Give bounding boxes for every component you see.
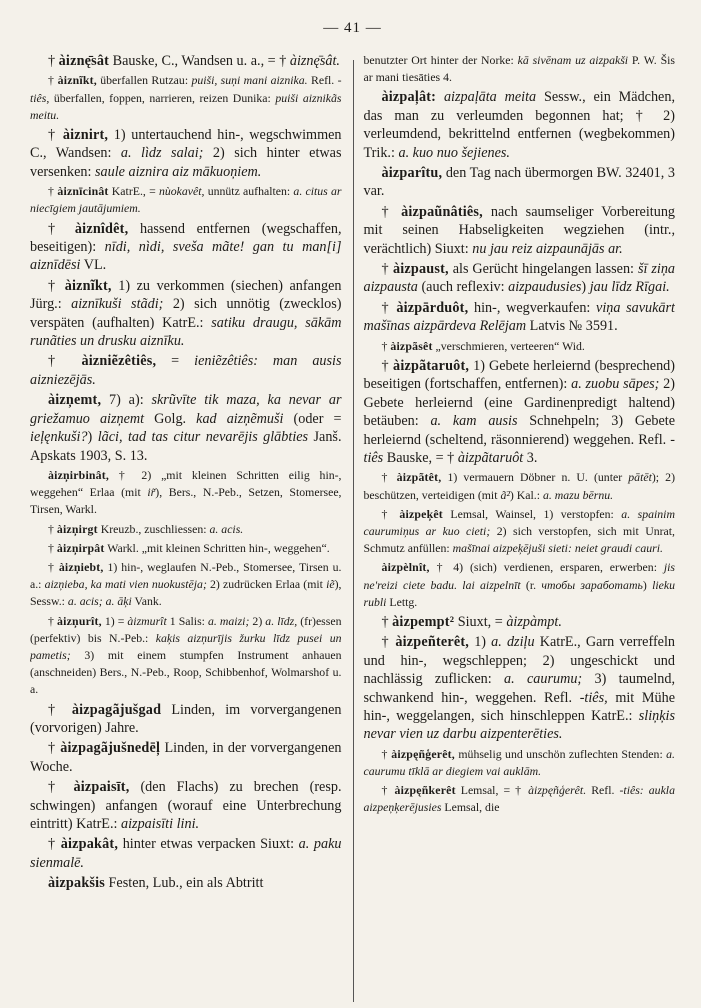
dictionary-entry xyxy=(30,701,342,738)
entry-text: † xyxy=(48,127,63,144)
entry-text: (fr)essen (perfektiv) bis N.-Peb.: xyxy=(30,613,342,645)
entry-text: ) Kal.: xyxy=(509,487,543,502)
entry-headword: àizņiebt, xyxy=(58,559,104,574)
entry-text: mit Mühe hin-, weggelangen, sich hinschleppen KatrE.: xyxy=(363,689,675,724)
dictionary-entry xyxy=(30,778,342,833)
entry-text: † xyxy=(381,506,400,521)
dictionary-entry xyxy=(30,521,342,538)
page-number: — 41 — xyxy=(323,20,382,36)
entry-text: 3) mit einem stumpfen Instrument anhauen (anschneiden) Bers., N.-Peb., Roop, Schibbenhof, Wolmarshof u. a. xyxy=(30,647,342,697)
entry-example: aizpaisīti lini. xyxy=(121,816,200,832)
entry-text: ); 2) beschützen, verteidigen (mit xyxy=(363,470,675,502)
entry-headword: àizpempt² xyxy=(392,613,455,630)
dictionary-entry xyxy=(30,220,342,275)
entry-example: a. mazu bērnu. xyxy=(542,487,614,502)
entry-headword: àizņirbinât, xyxy=(48,467,110,482)
entry-text: Lettg. xyxy=(386,594,418,609)
entry-text: ) xyxy=(642,577,653,592)
entry-text: den Tag nach übermorgen BW. 32401, 3 var. xyxy=(363,165,675,200)
entry-example: satiku draugu, sākām runãties un drusku aiznīku. xyxy=(30,314,342,350)
entry-example: ã² xyxy=(500,487,510,502)
dictionary-entry xyxy=(30,352,342,389)
entry-example: lieku rubli xyxy=(363,577,675,609)
entry-headword: àiznĩkt, xyxy=(57,73,97,88)
right-column xyxy=(352,52,676,1002)
entry-example: iẽ xyxy=(326,577,335,592)
entry-example: ir̃ xyxy=(147,485,156,500)
entry-text: 2) sich hinter etwas versenken: xyxy=(30,145,342,180)
entry-example: -tiês, xyxy=(30,73,342,105)
entry-text: 3) taumelnd, schwankend hin-, weggehen. Refl. xyxy=(363,671,675,706)
entry-text: † xyxy=(381,338,391,353)
entry-example: àiznę̄sât. xyxy=(289,53,340,69)
entry-headword: àizpãtaruôt, xyxy=(393,357,470,374)
dictionary-entry xyxy=(30,739,342,776)
entry-headword: àizņirgt xyxy=(56,521,98,536)
entry-text: † xyxy=(381,613,393,630)
entry-example: -tiês: aukla aizpeņķerējusies xyxy=(363,783,675,815)
entry-text: = xyxy=(156,353,195,370)
entry-example: Relējam xyxy=(479,318,527,335)
entry-example: puiši aiznikãs meitu. xyxy=(30,90,342,122)
dictionary-entry xyxy=(30,183,342,217)
entry-text: Siuxt, = xyxy=(454,613,507,630)
entry-example: nùokavêt, xyxy=(158,184,205,199)
entry-headword: àizpeķêt xyxy=(399,506,443,521)
entry-text: (auch reflexiv: xyxy=(417,279,509,296)
entry-example: viņa savukārt mašīnas aizpārdeva xyxy=(363,299,675,335)
entry-headword: àiznirt, xyxy=(62,127,109,144)
entry-text: † xyxy=(381,357,394,374)
entry-headword: àizņurît, xyxy=(57,613,102,628)
entry-example: àizpęñģerêt. xyxy=(528,783,587,798)
entry-text: Bauske, C., Wandsen u. a., = † xyxy=(109,53,290,69)
dictionary-entry xyxy=(364,782,676,816)
entry-text: Bauske, = † xyxy=(383,449,458,466)
entry-example: -tiês, xyxy=(579,689,608,706)
entry-headword: àizpakât, xyxy=(60,836,119,853)
entry-text: KatrE., Garn verreffeln und hin-, wegschleppen; 2) ungeschickt und nachlässig zuflicken: xyxy=(363,634,675,688)
entry-example: saule aiznira aiz mākuoņiem. xyxy=(95,163,262,180)
entry-headword: àiznę̄sât xyxy=(58,53,110,69)
entry-headword: àiznīcinât xyxy=(57,184,109,199)
entry-text: † 4) (sich) verdienen, ersparen, erwerben: xyxy=(429,560,664,575)
dictionary-entry xyxy=(30,874,342,892)
entry-text: 1) hin-, weglaufen N.-Peb., Stomersee, Tirsen u. a.: xyxy=(30,559,342,592)
entry-text: 1) zu verkommen (siechen) anfangen Jürg.: xyxy=(30,277,342,313)
entry-text: (den Flachs) zu brechen (resp. schwingen) anfangen (worauf eine Unterbrechung eintritt) KatrE.: xyxy=(30,779,342,832)
entry-headword: àizpęñģerêt, xyxy=(391,746,455,761)
entry-text: mühselig und unschön zuflechten Stenden: xyxy=(454,746,667,761)
entry-text: VL. xyxy=(80,257,107,274)
entry-text: † xyxy=(381,746,392,761)
dictionary-entry xyxy=(30,277,342,351)
entry-text: † xyxy=(48,701,72,718)
dictionary-entry xyxy=(364,299,676,336)
entry-headword: àizpagãjušgad xyxy=(71,701,162,718)
entry-text: (oder = xyxy=(283,410,342,427)
entry-example: kā sivēnam uz aizpakši xyxy=(517,53,629,67)
entry-text: † xyxy=(48,184,58,199)
entry-text: 2) zudrücken Erlaa (mit xyxy=(206,577,327,592)
entry-example: jau līdz Rīgai. xyxy=(589,279,670,296)
entry-text: Lemsal, = † xyxy=(455,783,529,798)
entry-text: 1) untertauchend hin-, wegschwimmen C., Wandsen: xyxy=(30,127,342,162)
entry-example: чтобы заработать xyxy=(541,577,643,592)
dictionary-entry xyxy=(30,835,342,872)
entry-example: a. līdz, xyxy=(265,613,298,628)
entry-text: † xyxy=(48,73,58,88)
entry-text: ) xyxy=(581,279,590,296)
dictionary-entry xyxy=(364,633,676,743)
entry-example: a. kam ausis xyxy=(430,413,518,430)
entry-example: aizņieba, ka mati vien nuokustēja; xyxy=(44,577,207,592)
dictionary-entry xyxy=(30,613,342,699)
dictionary-entry xyxy=(30,559,342,611)
dictionary-entry xyxy=(364,506,676,558)
dictionary-entry xyxy=(364,338,676,355)
entry-text: † xyxy=(48,836,61,853)
entry-text: 1 Salis: xyxy=(166,613,208,628)
entry-text: Lemsal, Wainsel, 1) verstopfen: xyxy=(442,506,622,521)
entry-text: † xyxy=(48,353,82,370)
entry-example: a. acis; a. āķi xyxy=(67,594,132,609)
entry-text: ), Bers., N.-Peb., Setzen, Stomersee, Tirsen, Warkl. xyxy=(30,485,342,517)
dictionary-entry xyxy=(30,72,342,124)
dictionary-entry xyxy=(364,613,676,631)
entry-headword: àizpakšis xyxy=(48,875,105,892)
entry-text: † xyxy=(48,220,75,237)
dictionary-entry xyxy=(364,164,676,201)
entry-text: P. W. Šis ar mani tiesāties 4. xyxy=(363,53,675,85)
entry-text: 1) xyxy=(469,634,492,651)
entry-text: benutzter Ort hinter der Norke: xyxy=(363,53,518,67)
entry-text: † xyxy=(381,261,393,278)
entry-text: Warkl. „mit kleinen Schritten hin-, weggehen“. xyxy=(104,540,330,555)
entry-headword: àizpèlnît, xyxy=(381,560,430,575)
entry-example: àizpãtaruôt xyxy=(457,449,524,466)
entry-text: 2) xyxy=(249,613,266,628)
dictionary-entry xyxy=(364,260,676,297)
entry-text: † xyxy=(381,299,397,316)
entry-text: Sessw., ein Mädchen, das man zu verleumden begonnen hat; † 2) verleumdend, bekrittelnd entfernen (wegbekommen) Trik.: xyxy=(363,89,675,161)
entry-text: Linden, in der vorvergangenen Woche. xyxy=(30,740,342,775)
entry-example: ieniẽzêtiês: man ausis aizniezējās. xyxy=(30,353,342,388)
entry-example: -tiês xyxy=(363,431,675,466)
entry-text: 1) = xyxy=(101,613,128,628)
entry-text: ), Sessw.: xyxy=(30,577,342,609)
entry-example: ieļęnkuši? xyxy=(30,429,88,446)
two-column-body xyxy=(30,52,675,1002)
entry-text: 1) vermauern Döbner n. U. (unter xyxy=(441,470,629,485)
entry-headword: àizpãsêt xyxy=(390,338,433,353)
dictionary-entry xyxy=(364,88,676,162)
entry-example: àizpàmpt. xyxy=(506,613,562,630)
entry-headword: àizpaũnâtiês, xyxy=(401,203,483,220)
dictionary-entry xyxy=(30,391,342,465)
entry-text: Janš. Apskats 1903, S. 13. xyxy=(30,429,342,464)
entry-text: überfallen, foppen, narrieren, reizen Dunika: xyxy=(49,90,276,105)
entry-headword: àizpaust, xyxy=(392,261,449,278)
entry-example: puiši, suņi mani aiznika. xyxy=(191,73,308,88)
dictionary-entry xyxy=(364,559,676,611)
dictionary-entry xyxy=(30,126,342,181)
entry-example: sliņķis nevar vien uz darbu aizpenterēties. xyxy=(363,707,675,743)
entry-example: a. citus ar niecīgiem jautājumiem. xyxy=(30,184,342,216)
entry-text: † 2) „mit kleinen Schritten eilig hin-, weggehen“ Erlaa (mit xyxy=(30,467,342,500)
entry-headword: àizņirpât xyxy=(56,540,105,555)
entry-text: † xyxy=(48,277,65,294)
entry-text: nach saumseliger Vorbereitung mit seinen Habseligkeiten wegziehen (intr., verächtlich) Siuxt: xyxy=(363,203,675,257)
entry-example: a. dziļu xyxy=(491,634,535,651)
entry-text: † xyxy=(48,521,57,536)
entry-example: jis ne'reizi ciete badu. lai aizpelnīt xyxy=(363,560,675,592)
entry-headword: àizniẽzêtiês, xyxy=(81,353,157,370)
dictionary-entry xyxy=(30,467,342,519)
entry-text: Golg. xyxy=(144,410,197,427)
entry-text: 3. xyxy=(523,449,538,466)
entry-text: † xyxy=(48,559,59,574)
entry-text: Festen, Lub., ein als Abtritt xyxy=(105,875,264,892)
entry-example: kad aizņẽmuši xyxy=(196,410,284,427)
entry-example: aizpaļāta meita xyxy=(443,89,537,106)
entry-headword: àiznîdêt, xyxy=(74,220,129,237)
entry-example: nu jau reiz aizpaunājās ar. xyxy=(472,240,623,257)
entry-example: skrũvīte tik maza, ka nevar ar griežamuo aizņemt xyxy=(30,392,342,427)
entry-example: lãci, tad tas citur nevarējis glābties xyxy=(97,429,309,446)
entry-text: † xyxy=(381,783,395,798)
entry-example: a. lìdz salai; xyxy=(120,145,204,162)
left-column xyxy=(30,52,352,1002)
entry-example: aiznīkuši stãdi; xyxy=(71,296,164,313)
dictionary-entry xyxy=(364,52,676,86)
entry-headword: àizpaļât: xyxy=(381,89,437,106)
entry-text: hinter etwas verpacken Siuxt: xyxy=(118,836,299,853)
entry-text: Latvis № 3591. xyxy=(526,318,618,335)
entry-text: „verschmieren, verteeren“ Wid. xyxy=(432,338,585,353)
entry-text: 1) Gebete herleiernd (besprechend) beseitigen (fortschaffen, entfernen): xyxy=(363,357,675,393)
entry-text: 7) a): xyxy=(101,392,152,409)
entry-example: àizmurît xyxy=(127,613,167,628)
entry-headword: àizpārduôt, xyxy=(396,299,469,316)
entry-text: Schnehpeln; 3) Gebete herleiernd (scheltend, räsonnierend) weggehen. Refl. xyxy=(363,413,675,448)
entry-example: a. caurumu tīklā ar diegiem vai auklām. xyxy=(363,746,675,778)
entry-headword: àizpagãjušnedēļ xyxy=(60,740,161,757)
entry-text: Lemsal, die xyxy=(441,800,500,815)
entry-text: Refl. xyxy=(586,783,620,798)
entry-text: hassend entfernen (wegschaffen, beseitigen): xyxy=(30,220,342,256)
entry-text: † xyxy=(381,203,402,220)
dictionary-entry xyxy=(364,357,676,467)
column-divider xyxy=(353,60,354,1002)
entry-example: pātēt xyxy=(628,470,652,485)
entry-headword: àiznĩkt, xyxy=(64,277,112,294)
entry-text: † xyxy=(48,540,57,555)
entry-headword: àizpęñkerêt xyxy=(394,783,456,798)
dictionary-entry xyxy=(30,52,342,70)
entry-text: KatrE., = xyxy=(108,184,159,199)
entry-example: nīdi, nìdi, sveša mãte! gan tu man[i] aiznīdēsi xyxy=(30,239,342,274)
entry-text: † xyxy=(381,634,396,651)
entry-text: † xyxy=(48,53,59,69)
entry-headword: àizpeñterêt, xyxy=(395,634,470,651)
entry-headword: àizparîtu, xyxy=(381,165,443,182)
dictionary-entry xyxy=(364,469,676,503)
entry-text: † xyxy=(48,740,61,757)
entry-text: als Gerücht hingelangen lassen: xyxy=(448,261,638,278)
entry-example: šī ziņa aizpausta xyxy=(363,261,675,296)
entry-text: Refl. xyxy=(307,73,338,88)
dictionary-entry xyxy=(364,203,676,258)
entry-example: aizpaudusies xyxy=(508,279,582,296)
entry-example: kaķis aizņurījis žurku līdz pusei un pametis; xyxy=(30,630,342,662)
entry-text: Kreuzb., zuschliessen: xyxy=(97,521,210,536)
entry-text: Linden, im vorvergangenen (vorvorigen) Jahre. xyxy=(30,701,342,736)
entry-text: überfallen Rutzau: xyxy=(96,73,192,88)
dictionary-entry xyxy=(364,746,676,780)
entry-text: ) xyxy=(87,429,98,446)
entry-text: 2) sich verstopfen, sich mit Unrat, Schmutz anfüllen: xyxy=(363,523,675,556)
entry-example: mašīnai aizpeķējuši sieti: neiet graudi cauri. xyxy=(452,541,663,556)
dictionary-entry xyxy=(30,540,342,557)
entry-headword: àizpaisīt, xyxy=(73,779,130,796)
entry-text: hin-, wegverkaufen: xyxy=(468,299,597,316)
entry-example: a. spainim caurumiņus ar kuo cieti; xyxy=(363,506,675,538)
entry-text: Vank. xyxy=(131,594,162,609)
entry-example: a. caurumu; xyxy=(504,671,583,688)
entry-text: 2) sich unnötig (zwecklos) verspäten (aufhalten) KatrE.: xyxy=(30,296,342,331)
entry-text: 2) Gebete herleiernd (eine Gardinenpredigt haltend) betäuben: xyxy=(363,376,675,430)
entry-example: a. acis. xyxy=(209,521,244,536)
entry-example: a. maizi; xyxy=(207,613,250,628)
entry-example: a. zuobu sāpes; xyxy=(571,376,660,393)
entry-example: a. paku sienmalē. xyxy=(30,836,342,871)
entry-headword: àizpãtêt, xyxy=(396,470,442,485)
entry-example: a. kuo nuo šejienes. xyxy=(398,144,510,161)
entry-text: unnütz aufhalten: xyxy=(204,184,294,199)
entry-headword: àizņemt, xyxy=(48,392,102,409)
entry-text: (r. xyxy=(520,577,542,592)
entry-text: † xyxy=(381,470,397,485)
entry-text xyxy=(436,89,444,105)
entry-text: † xyxy=(48,779,74,796)
entry-text: † xyxy=(48,613,58,628)
